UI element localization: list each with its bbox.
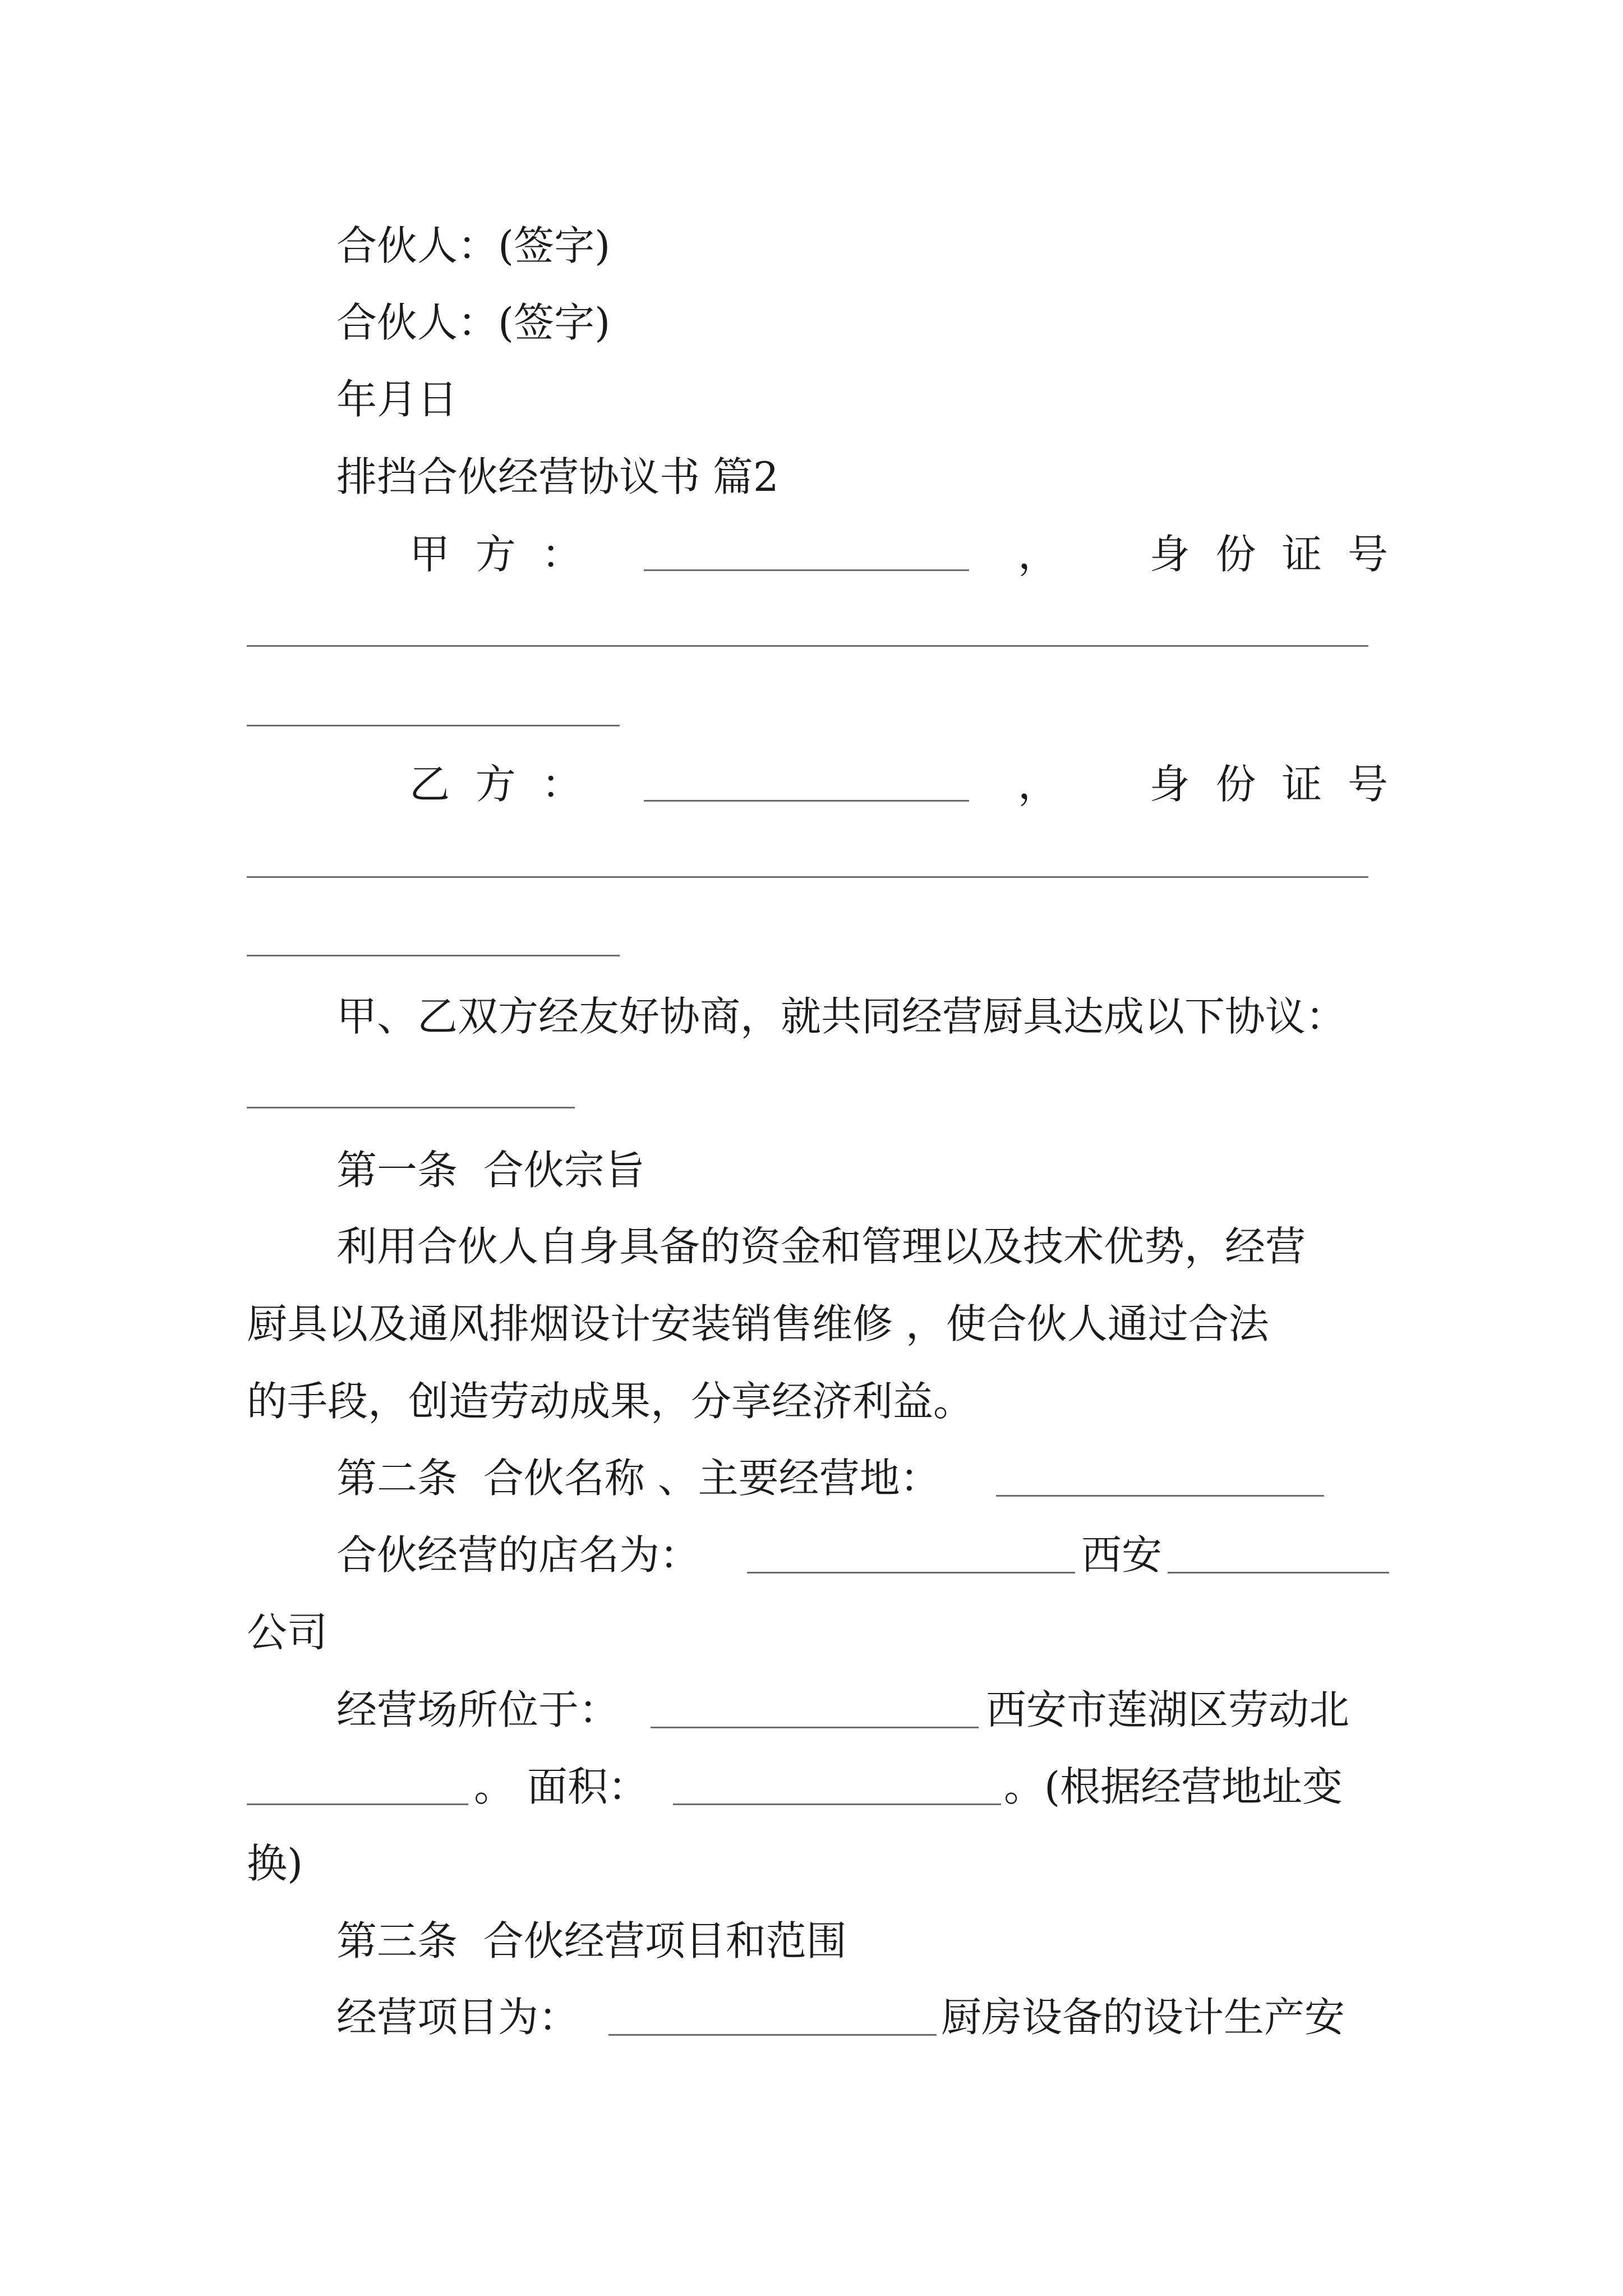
party-b-name-blank bbox=[644, 800, 969, 802]
party-a-id-blank-2 bbox=[247, 725, 620, 726]
items-label: 经营项目为： bbox=[336, 1994, 579, 2041]
date-line: 年月日 bbox=[336, 376, 458, 423]
party-b-comma: ， bbox=[1018, 761, 1059, 808]
place-blank bbox=[651, 1727, 979, 1728]
place-address: 西安市莲湖区劳动北 bbox=[986, 1686, 1350, 1733]
article-1-line-3: 的手段，创造劳动成果，分享经济利益。 bbox=[247, 1378, 974, 1425]
area-blank bbox=[673, 1803, 1001, 1805]
intro-paragraph: 甲、乙双方经友好协商，就共同经营厨具达成以下协议： bbox=[336, 993, 1347, 1040]
shop-name-city: 西安 bbox=[1081, 1531, 1163, 1579]
items-description: 厨房设备的设计生产安 bbox=[941, 1994, 1345, 2041]
party-b-label: 乙 方 ： bbox=[409, 761, 582, 808]
party-b-id-label: 身 份 证 号 bbox=[1149, 761, 1388, 808]
article-1-line-1: 利用合伙人自身具备的资金和管理以及技术优势，经营 bbox=[336, 1223, 1306, 1270]
shop-name-suffix: 公司 bbox=[247, 1609, 328, 1656]
signature-line-1: 合伙人：(签字) bbox=[336, 222, 611, 269]
area-note: 。(根据经营地址变 bbox=[1004, 1763, 1343, 1810]
shop-name-label: 合伙经营的店名为： bbox=[336, 1531, 700, 1579]
article-3-title: 第三条 合伙经营项目和范围 bbox=[336, 1917, 847, 1964]
shop-name-blank-2 bbox=[1168, 1572, 1389, 1573]
article-2-location-blank bbox=[996, 1495, 1324, 1497]
place-label: 经营场所位于： bbox=[336, 1686, 620, 1733]
article-1-line-2: 厨具以及通风排烟设计安装销售维修 ，使合伙人通过合法 bbox=[247, 1300, 1269, 1347]
shop-name-blank-1 bbox=[747, 1572, 1075, 1573]
article-1-title: 第一条 合伙宗旨 bbox=[336, 1147, 645, 1194]
section-title: 排挡合伙经营协议书 篇2 bbox=[336, 453, 779, 500]
party-b-id-blank-2 bbox=[247, 955, 620, 956]
party-a-label: 甲 方 ： bbox=[409, 531, 582, 578]
area-label: 。 面积： bbox=[474, 1763, 648, 1810]
party-a-id-blank-1 bbox=[247, 645, 1368, 647]
party-b-id-blank-1 bbox=[247, 876, 1368, 878]
article-2-title: 第二条 合伙名称 、主要经营地： bbox=[336, 1455, 940, 1502]
party-a-id-label: 身 份 证 号 bbox=[1149, 531, 1388, 578]
party-a-comma: ， bbox=[1018, 531, 1059, 578]
signature-line-2: 合伙人：(签字) bbox=[336, 299, 611, 346]
party-a-name-blank bbox=[644, 569, 969, 571]
intro-blank bbox=[247, 1107, 575, 1108]
area-note-end: 换) bbox=[247, 1840, 303, 1887]
items-blank bbox=[608, 2034, 937, 2036]
address-continued-blank bbox=[247, 1803, 468, 1805]
